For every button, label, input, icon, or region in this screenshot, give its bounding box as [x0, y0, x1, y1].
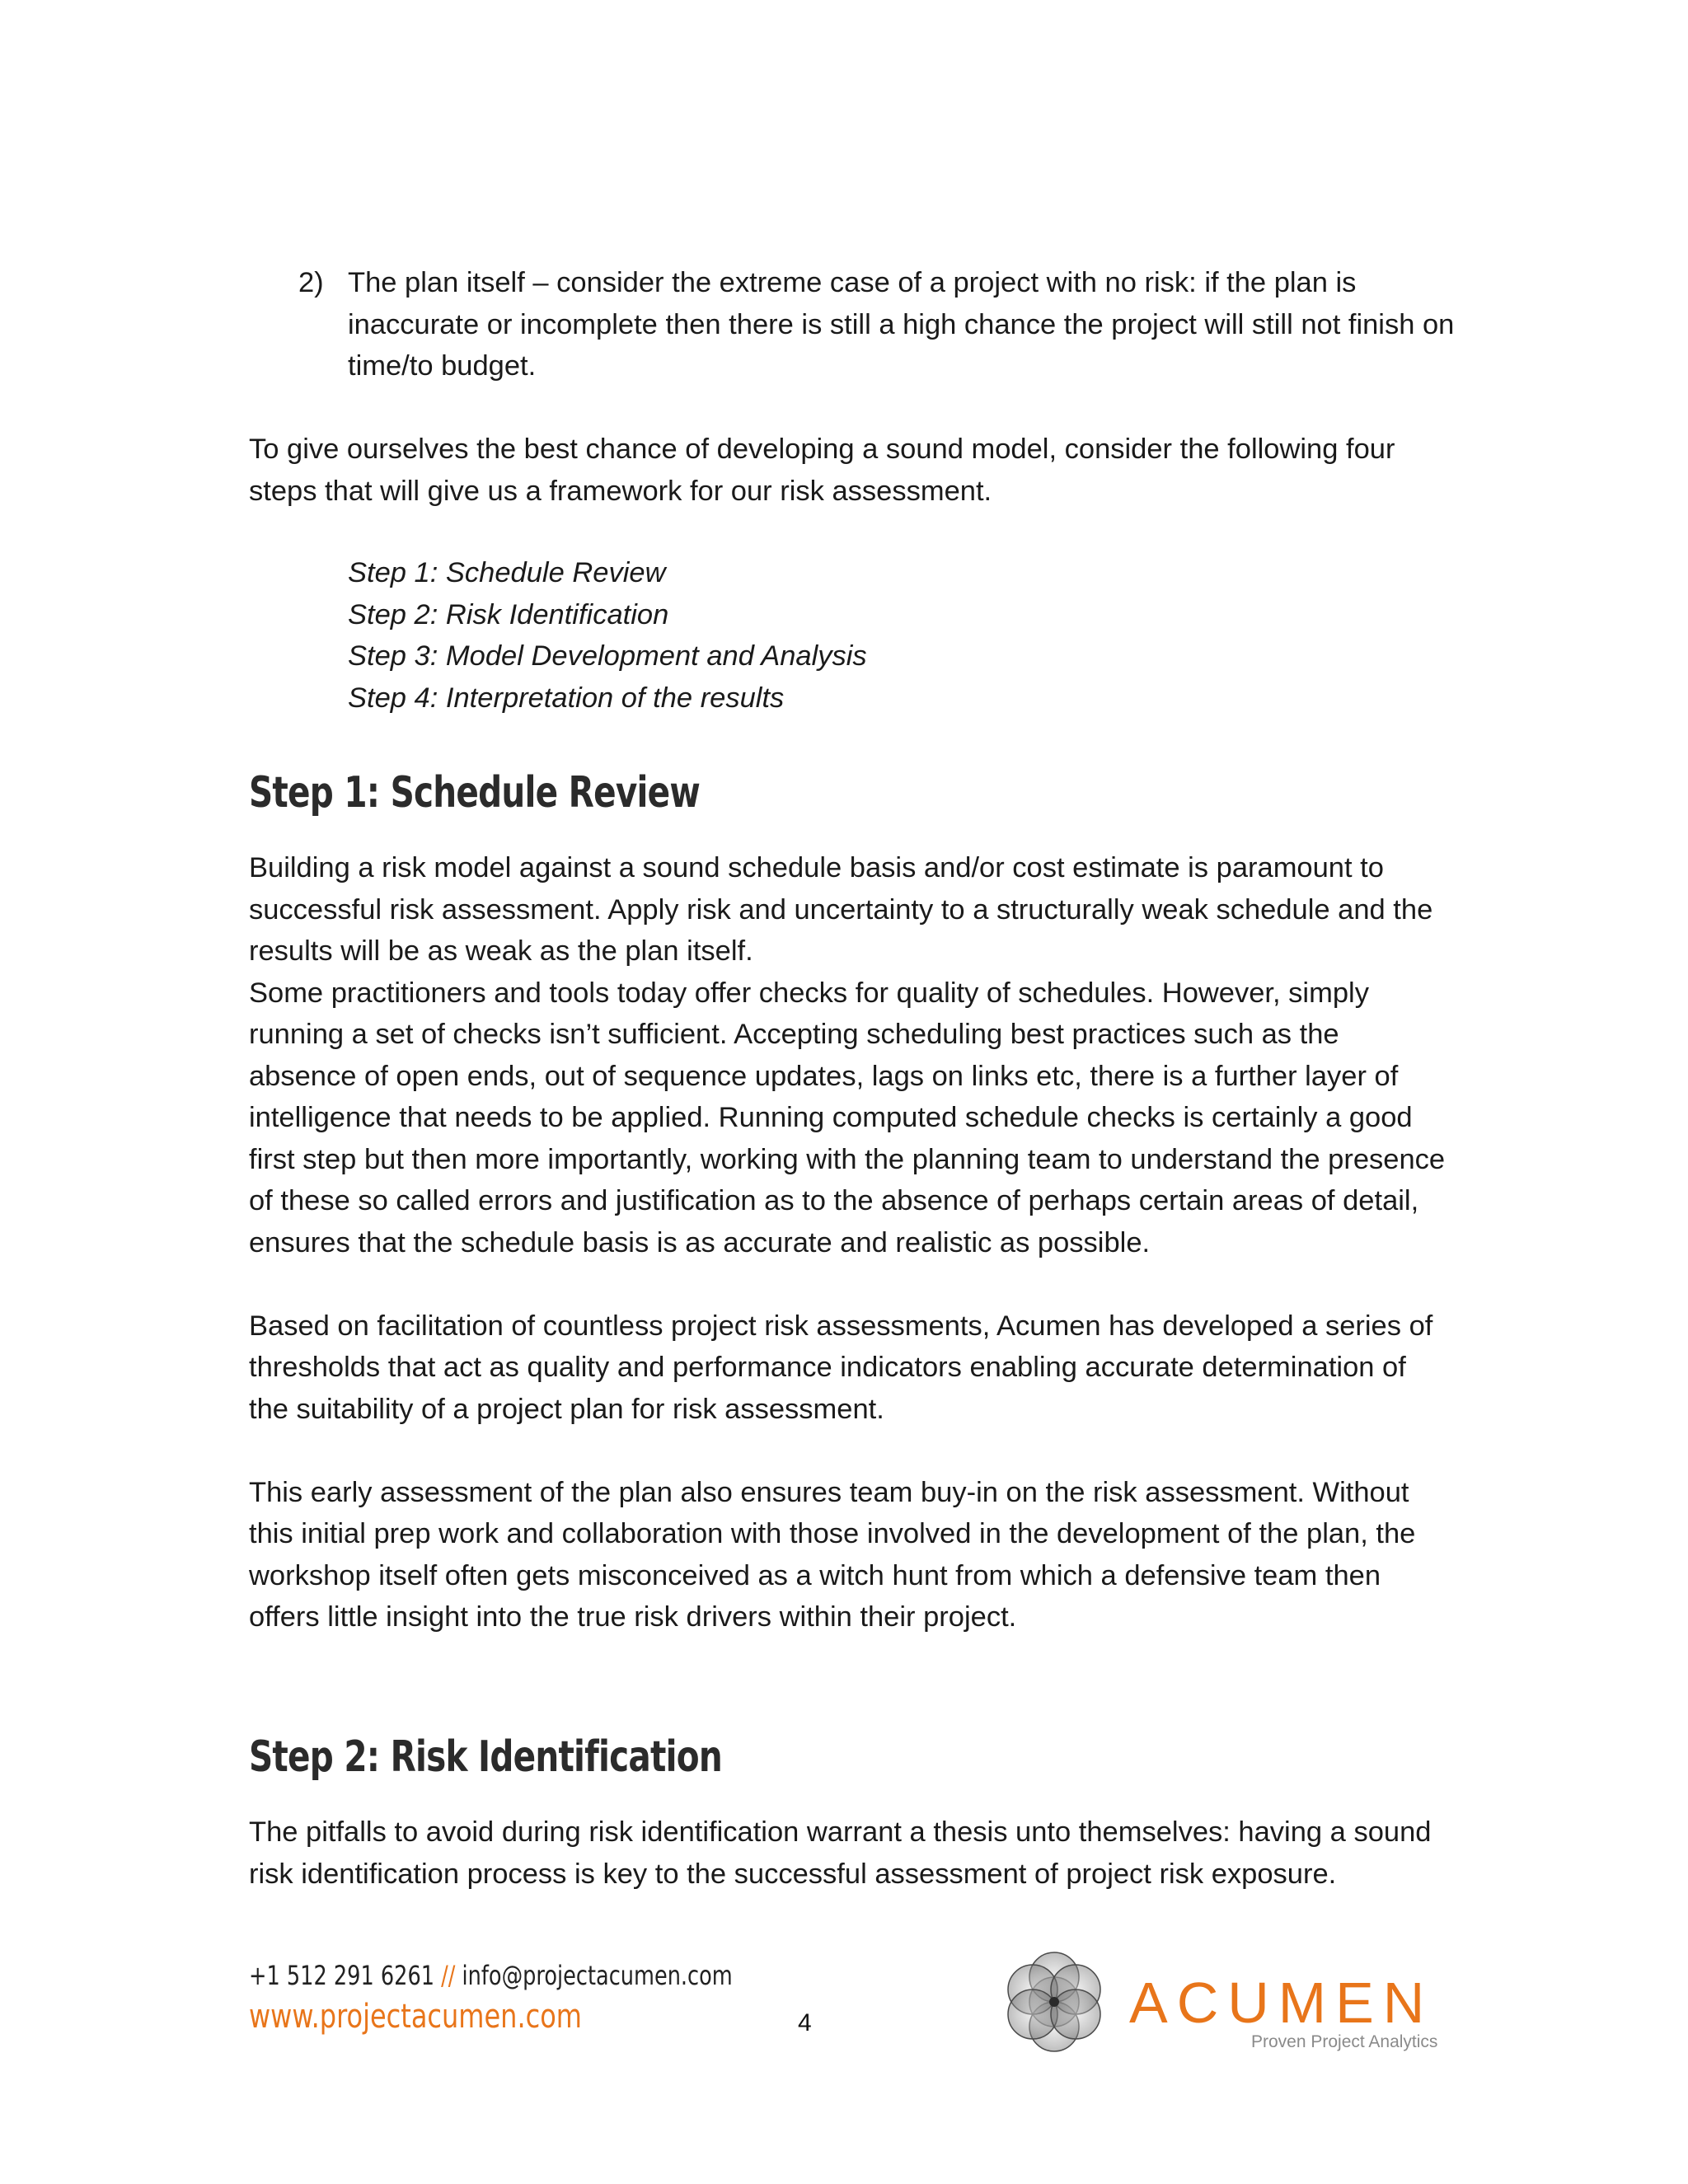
section1-paragraph: Some practitioners and tools today offer checks for quality of schedules. However, simply running a set of checks isn’t sufficient. Accepting scheduling best practices such as the absence of open ends, out of sequence updates, lags on links etc, there is a further layer of intelligence that needs to be applied. Running computed schedule checks is certainly a good first step but then more importantly, working with the planning team to understand the presence of these so called errors and justification as to the absence of perhaps certain areas of detail, ensures that the schedule basis is as accurate and realistic as possible.	[249, 977, 1446, 1258]
section2-paragraph: The pitfalls to avoid during risk identification warrant a thesis unto themselves: having a sound risk identification process is key to the successful assessment of project risk exposure.	[249, 1816, 1432, 1890]
footer-phone: +1 512 291 6261	[249, 1960, 435, 1991]
page-number: 4	[798, 2009, 812, 2036]
acumen-logo-icon	[996, 1943, 1113, 2060]
steps-list	[348, 552, 867, 719]
section1-body	[249, 847, 1452, 1638]
footer-separator: //	[441, 1960, 456, 1991]
section-heading-schedule-review: Step 1: Schedule Review	[249, 768, 701, 818]
section-heading-risk-identification: Step 2: Risk Identification	[249, 1732, 722, 1782]
intro-paragraph: To give ourselves the best chance of developing a sound model, consider the following four steps that will give us a framework for our risk assessment.	[249, 434, 1395, 507]
steps-list-item: Step 3: Model Development and Analysis	[348, 640, 867, 672]
footer-contact	[249, 1960, 733, 1991]
logo-tagline: Proven Project Analytics	[1251, 2032, 1438, 2051]
list-item-text: The plan itself – consider the extreme case of a project with no risk: if the plan is inaccurate or incomplete then there is still a high chance the project will still not finish on time/to budget.	[348, 267, 1455, 382]
section1-paragraph: This early assessment of the plan also ensures team buy-in on the risk assessment. Without this initial prep work and collaboration with those involved in the development of the plan, the workshop itself often gets misconceived as a witch hunt from which a defensive team then offers little insight into the true risk drivers within their project.	[249, 1476, 1416, 1633]
footer-email[interactable]: info@projectacumen.com	[462, 1960, 733, 1991]
section2-body	[249, 1811, 1452, 1895]
steps-list-item: Step 1: Schedule Review	[348, 557, 666, 588]
steps-list-item: Step 2: Risk Identification	[348, 598, 669, 630]
steps-list-item: Step 4: Interpretation of the results	[348, 682, 785, 714]
intro-paragraph-block	[249, 429, 1452, 512]
list-number: 2)	[298, 267, 324, 298]
logo-wordmark: ACUMEN	[1129, 1971, 1434, 2035]
section1-paragraph: Building a risk model against a sound schedule basis and/or cost estimate is paramount to successful risk assessment. Apply risk and uncertainty to a structurally weak schedule and the results will be as weak as the plan itself.	[249, 852, 1433, 967]
footer-website-link[interactable]: www.projectacumen.com	[249, 1998, 582, 2036]
section1-paragraph: Based on facilitation of countless project risk assessments, Acumen has developed a series of thresholds that act as quality and performance indicators enabling accurate determination of the suitability of a project plan for risk assessment.	[249, 1310, 1433, 1425]
